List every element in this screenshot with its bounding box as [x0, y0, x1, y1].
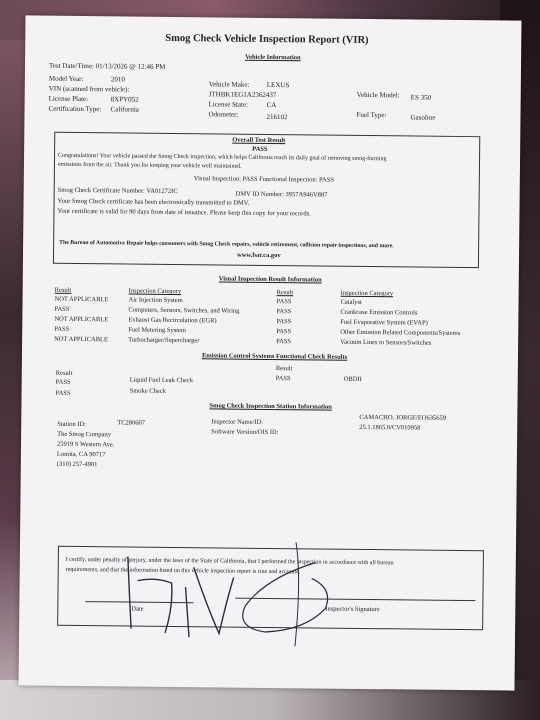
- visual-right-category: Fuel Evaporative System (EVAP): [340, 318, 428, 327]
- visual-left-result-header: Result: [54, 286, 72, 294]
- visual-right-result: PASS: [276, 328, 292, 336]
- station-id-value: TC280607: [117, 419, 146, 427]
- date-label: Date: [131, 605, 144, 613]
- certify-line-2: requirements, and that the information listed on this vehicle inspection report is true and accurate.: [65, 566, 301, 576]
- signature-label: Inspector's Signature: [325, 605, 380, 614]
- functional-left-result: PASS: [55, 389, 71, 397]
- visual-left-category: Turbocharger/Supercharger: [128, 336, 200, 345]
- functional-right-category: OBDII: [343, 375, 362, 383]
- model-value: ES 350: [410, 93, 432, 102]
- handwritten-signature: [115, 536, 336, 648]
- make-label: Vehicle Make:: [208, 80, 250, 89]
- functional-left-result-header: Result: [55, 369, 73, 377]
- odometer-value: 216102: [266, 112, 288, 122]
- state-label: License State:: [208, 100, 249, 109]
- state-value: CA: [266, 100, 277, 110]
- bar-website: www.bar.ca.gov: [236, 251, 281, 260]
- model-year-value: 2010: [110, 75, 125, 84]
- visual-right-category-header: Inspection Category: [340, 289, 394, 298]
- visual-right-result: PASS: [276, 308, 292, 316]
- functional-check-heading: Emission Control Systems Functional Check Results: [201, 352, 348, 361]
- visual-left-category: Exhaust Gas Recirculation (EGR): [128, 316, 217, 325]
- functional-left-result: PASS: [55, 378, 71, 386]
- plate-label: License Plate:: [48, 94, 89, 104]
- plate-value: 8XPY052: [110, 95, 139, 104]
- visual-right-result-header: Result: [276, 289, 294, 297]
- visual-left-result: PASS: [54, 305, 70, 313]
- test-datetime: Test Date/Time: 01/13/2026 @ 12:46 PM: [48, 61, 166, 71]
- bar-info-line-1: The Bureau of Automotive Repair helps consumers with Smog Check repairs, vehicle retirement, collision repair inspections, and more.: [59, 239, 394, 250]
- software-value: 25.1.1865.0/CV010958: [359, 423, 421, 432]
- model-label: Vehicle Model:: [356, 90, 400, 100]
- certify-line-1: I certify, under penalty of perjury, under the laws of the State of California, that I performed the inspection in accordance with all bureau: [65, 556, 394, 567]
- make-value: LEXUS: [266, 80, 290, 90]
- visual-right-category: Other Emission Related Components/Systems: [340, 328, 461, 337]
- vehicle-info-heading: Vehicle Information: [245, 53, 301, 62]
- software-label: Software Version/OIS ID:: [211, 428, 279, 437]
- inspector-label: Inspector Name/ID:: [211, 418, 264, 426]
- odometer-label: Odometer:: [208, 110, 239, 119]
- model-year-label: Model Year:: [48, 74, 84, 84]
- visual-left-category: Air Injection System: [128, 296, 183, 305]
- certificate-number: Smog Check Certificate Number: VA01272IC: [57, 186, 178, 196]
- visual-right-category: Catalyst: [340, 298, 362, 306]
- cert-type-label: Certification Type:: [48, 104, 102, 114]
- station-id-label: Station ID:: [57, 420, 86, 429]
- cert-type-value: California: [110, 105, 139, 114]
- visual-left-result: NOT APPLICABLE: [54, 335, 109, 344]
- visual-inspection-heading: Visual Inspection Result Information: [218, 275, 322, 284]
- visual-left-result: PASS: [54, 325, 70, 333]
- vin-value: JTHBK1EG1A2362437: [208, 90, 277, 100]
- inspection-report-paper: [19, 15, 522, 690]
- functional-left-category: Liquid Fuel Leak Check: [129, 376, 194, 385]
- functional-left-category: Smoke Check: [129, 387, 166, 395]
- visual-left-category: Fuel Metering System: [128, 326, 187, 335]
- fuel-label: Fuel Type:: [356, 110, 387, 120]
- visual-right-category: Vacuum Lines to Sensors/Switches: [340, 338, 432, 347]
- visual-left-result: NOT APPLICABLE: [54, 295, 109, 304]
- overall-result-heading: Overall Test Result: [232, 136, 286, 145]
- visual-left-result: NOT APPLICABLE: [54, 315, 109, 324]
- visual-left-category-header: Inspection Category: [128, 287, 182, 296]
- visual-right-category: Crankcase Emission Controls: [340, 308, 418, 317]
- visual-functional-summary: Visual Inspection: PASS Functional Inspection: PASS: [193, 175, 335, 184]
- station-phone: (310) 257-4901: [56, 460, 98, 469]
- congrats-line-1: Congratulations! Your vehicle passed the Smog Check inspection, which helps California reach its daily goal of removing smog-forming: [58, 152, 387, 163]
- overall-result-value: PASS: [252, 145, 268, 153]
- inspector-value: CAMACHO, JORGE/EO635659: [359, 413, 447, 422]
- visual-right-result: PASS: [276, 338, 292, 346]
- report-title: Smog Check Vehicle Inspection Report (VIR): [165, 32, 369, 47]
- station-info-heading: Smog Check Inspection Station Information: [209, 402, 332, 411]
- visual-right-result: PASS: [276, 298, 292, 306]
- visual-left-category: Computers, Sensors, Switches, and Wiring: [128, 306, 240, 315]
- visual-right-result: PASS: [276, 318, 292, 326]
- vin-label: VIN (scanned from vehicle):: [48, 84, 130, 94]
- fuel-value: Gasoline: [410, 113, 436, 122]
- congrats-line-2: emissions from the air. Thank you for keeping your vehicle well maintained.: [57, 161, 242, 170]
- transmitted-text: Your Smog Check certificate has been electronically transmitted to DMV.: [57, 197, 250, 207]
- functional-right-result: PASS: [275, 375, 291, 383]
- functional-right-result-header: Result: [275, 365, 293, 373]
- station-address-1: 25919 S Western Ave.: [56, 440, 115, 449]
- station-name: The Smog Company: [57, 430, 111, 439]
- dmv-id-number: DMV ID Number: 3957A946V887: [235, 190, 328, 199]
- station-address-2: Lomita, CA 90717: [56, 450, 106, 459]
- validity-text: Your certificate is valid for 90 days from date of issuance. Please keep this copy for your records.: [57, 207, 311, 218]
